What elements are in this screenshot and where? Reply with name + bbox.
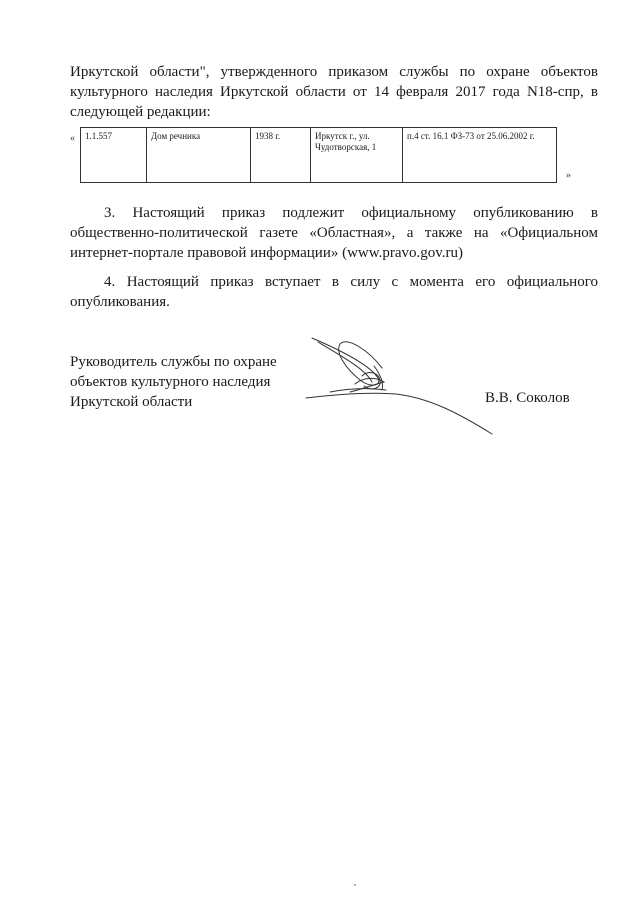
cell-name: Дом речника bbox=[147, 128, 251, 183]
cell-basis: п.4 ст. 16.1 ФЗ-73 от 25.06.2002 г. bbox=[403, 128, 557, 183]
signatory-line-3: Иркутской области bbox=[70, 394, 193, 410]
scan-speck bbox=[354, 884, 356, 886]
cell-year: 1938 г. bbox=[251, 128, 311, 183]
table-close-quote: » bbox=[566, 170, 571, 181]
table-open-quote: « bbox=[70, 133, 75, 144]
table-row bbox=[81, 128, 557, 183]
signatory-name: В.В. Соколов bbox=[485, 390, 570, 406]
signatory-title bbox=[70, 352, 277, 412]
intro-line-3: следующей редакции: bbox=[70, 104, 211, 120]
intro-line-1: Иркутской области", утвержденного приказом службы по охране объектов bbox=[70, 64, 598, 80]
item-3-line-2: общественно-политической газете «Областная», а также на «Официальном bbox=[70, 225, 598, 241]
signatory-line-1: Руководитель службы по охране bbox=[70, 354, 277, 370]
intro-line-2: культурного наследия Иркутской области от 14 февраля 2017 года N18-спр, в bbox=[70, 84, 598, 100]
item-4-line-1: 4. Настоящий приказ вступает в силу с момента его официального bbox=[104, 274, 598, 290]
item-3-line-3: интернет-портале правовой информации» (www.pravo.gov.ru) bbox=[70, 245, 464, 261]
item-3-paragraph bbox=[70, 203, 598, 263]
intro-paragraph bbox=[70, 62, 598, 122]
signatory-line-2: объектов культурного наследия bbox=[70, 374, 271, 390]
cell-number: 1.1.557 bbox=[81, 128, 147, 183]
item-4-line-2: опубликования. bbox=[70, 294, 170, 310]
item-3-line-1: 3. Настоящий приказ подлежит официальному опубликованию в bbox=[104, 205, 598, 221]
item-4-paragraph bbox=[70, 272, 598, 312]
register-table bbox=[80, 127, 557, 183]
cell-address: Иркутск г., ул. Чудотворская, 1 bbox=[311, 128, 403, 183]
handwritten-signature bbox=[300, 330, 500, 440]
